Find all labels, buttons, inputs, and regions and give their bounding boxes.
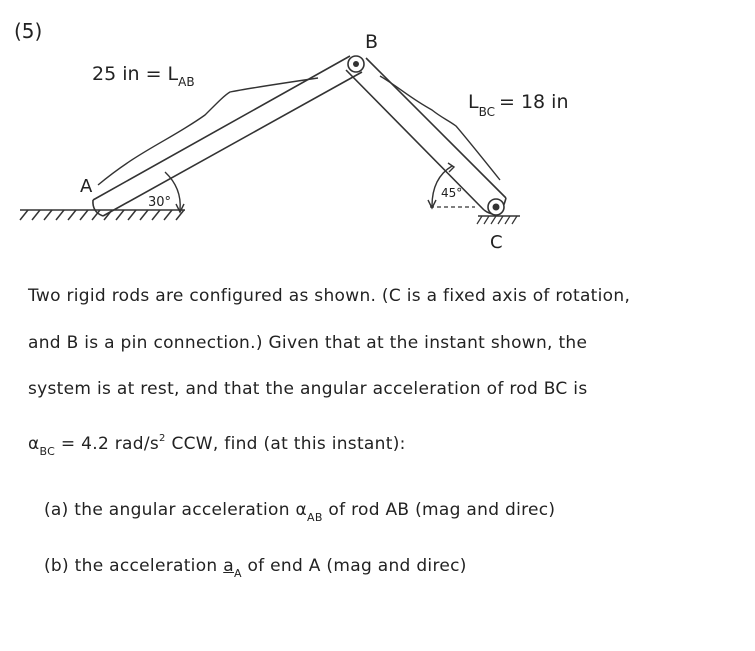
part-a xyxy=(44,500,556,524)
part-a-pre: (a) the angular acceleration α xyxy=(44,500,308,520)
statement-line-1: Two rigid rods are configured as shown. (C is a fixed axis of rotation, xyxy=(28,286,631,306)
statement-line-3: system is at rest, and that the angular acceleration of rod BC is xyxy=(28,379,588,399)
part-b-post: of end A (mag and direc) xyxy=(247,556,467,576)
part-b-accel-symbol: a xyxy=(223,556,234,576)
statement-line-4 xyxy=(28,433,406,458)
angle-a-label: 30° xyxy=(148,195,172,210)
problem-number: (5) xyxy=(14,19,43,43)
part-b-pre: (b) the acceleration xyxy=(44,556,218,576)
alpha-symbol: α xyxy=(28,434,40,454)
label-c: C xyxy=(490,232,503,253)
alpha-exponent: 2 xyxy=(159,433,166,444)
label-a: A xyxy=(80,176,93,197)
statement-line-2: and B is a pin connection.) Given that at the instant shown, the xyxy=(28,333,588,353)
lab-label: 25 in = $L_{AB}$ xyxy=(92,63,195,89)
part-b xyxy=(44,556,467,580)
pin-b xyxy=(348,56,364,72)
mechanism-figure xyxy=(0,0,755,260)
lab-brace xyxy=(98,78,318,185)
lbc-label: $L_{BC} = 18$ in xyxy=(468,91,569,119)
alpha-rest: CCW, find (at this instant): xyxy=(171,434,406,454)
angle-c-label: 45° xyxy=(441,186,463,200)
rod-bc xyxy=(346,58,506,214)
pivot-c xyxy=(430,199,520,224)
part-b-subscript: A xyxy=(233,567,242,580)
alpha-subscript: BC xyxy=(39,445,56,458)
label-b: B xyxy=(365,31,379,53)
alpha-value: = 4.2 rad/s xyxy=(60,434,160,454)
part-a-subscript: AB xyxy=(307,511,323,524)
part-a-post: of rod AB (mag and direc) xyxy=(328,500,556,520)
